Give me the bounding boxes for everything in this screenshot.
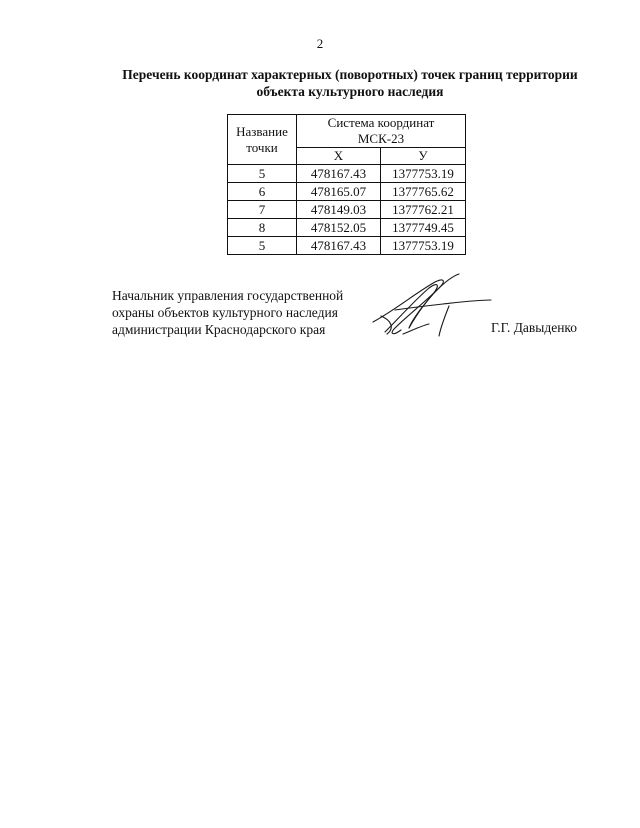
table-row <box>228 219 466 237</box>
document-title <box>70 66 630 100</box>
cell-x: 478167.43 <box>297 237 381 255</box>
position-line-3: администрации Краснодарского края <box>112 322 326 337</box>
handwritten-signature <box>365 270 500 342</box>
cell-y: 1377749.45 <box>381 219 466 237</box>
position-line-2: охраны объектов культурного наследия <box>112 305 338 320</box>
cell-x: 478149.03 <box>297 201 381 219</box>
table-row <box>228 237 466 255</box>
title-line-2: объекта культурного наследия <box>256 84 444 99</box>
signer-position <box>112 287 343 338</box>
header-point-name-line-1: Название <box>236 123 288 139</box>
signer-name: Г.Г. Давыденко <box>491 320 578 335</box>
header-x: X <box>297 148 381 165</box>
cell-point: 7 <box>228 201 297 219</box>
cell-x: 478165.07 <box>297 183 381 201</box>
cell-y: 1377765.62 <box>381 183 466 201</box>
cell-point: 5 <box>228 237 297 255</box>
header-y: У <box>381 148 466 165</box>
table-row <box>228 165 466 183</box>
cell-point: 8 <box>228 219 297 237</box>
cell-point: 6 <box>228 183 297 201</box>
cell-x: 478167.43 <box>297 165 381 183</box>
table-row <box>228 201 466 219</box>
table-header-row-1 <box>228 115 466 148</box>
cell-y: 1377753.19 <box>381 237 466 255</box>
cell-point: 5 <box>228 165 297 183</box>
position-line-1: Начальник управления государственной <box>112 288 344 303</box>
cell-x: 478152.05 <box>297 219 381 237</box>
cell-y: 1377753.19 <box>381 165 466 183</box>
header-system-line-2: МСК-23 <box>357 131 405 146</box>
header-system-line-1: Система координат <box>327 115 435 130</box>
title-line-1: Перечень координат характерных (поворотных) точек границ территории <box>122 67 578 82</box>
header-point-name-line-2: точки <box>246 139 278 155</box>
header-coordinate-system <box>297 115 466 148</box>
cell-y: 1377762.21 <box>381 201 466 219</box>
coordinates-table <box>227 114 466 255</box>
page-number: 2 <box>316 36 324 51</box>
table-row <box>228 183 466 201</box>
header-point-name <box>228 115 297 165</box>
